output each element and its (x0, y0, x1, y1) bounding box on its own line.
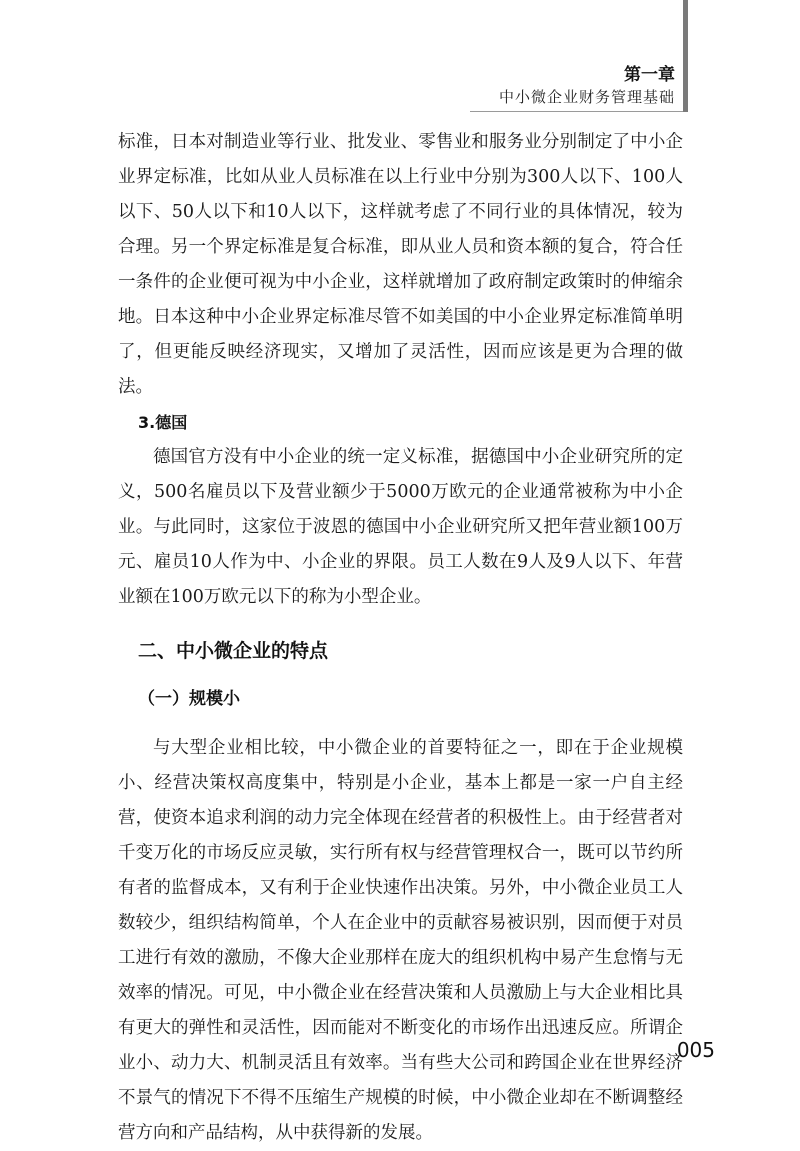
section-title: 二、中小微企业的特点 (138, 640, 329, 662)
page-number: 005 (676, 1038, 715, 1062)
subsection-germany: 3.德国 (138, 413, 188, 432)
subheading-scale: （一）规模小 (138, 689, 240, 709)
book-title: 中小微企业财务管理基础 (498, 88, 675, 106)
running-header (499, 64, 675, 108)
paragraph-scale: 与大型企业相比较，中小微企业的首要特征之一，即在于企业规模小、经营决策权高度集中，特别是小企业，基本上都是一家一户自主经营，使资本追求利润的动力完全体现在经营者的积极性上。由于经营者对千变万化的市场反应灵敏，实行所有权与经营管理权合一，既可以节约所有者的监督成本，又有利于企业快速作出决策。另外，中小微企业员工人数较少，组织结构简单，个人在企业中的贡献容易被识别，因而便于对员工进行有效的激励，不像大企业那样在庞大的组织机构中易产生怠惰与无效率的情况。可见，中小微企业在经营决策和人员激励上与大企业相比具有更大的弹性和灵活性，因而能对不断变化的市场作出迅速反应。所谓企业小、动力大、机制灵活且有效率。当有些大公司和跨国企业在世界经济不景气的情况下不得不压缩生产规模的时候，中小微企业却在不断调整经营方向和产品结构，从中获得新的发展。 (118, 738, 683, 1143)
paragraph-japan-standards: 标准，日本对制造业等行业、批发业、零售业和服务业分别制定了中小企业界定标准，比如从业人员标准在以上行业中分别为300人以下、100人以下、50人以下和10人以下，这样就考虑了不同行业的具体情况，较为合理。另一个界定标准是复合标准，即从业人员和资本额的复合，符合任一条件的企业便可视为中小企业，这样就增加了政府制定政策时的伸缩余地。日本这种中小企业界定标准尽管不如美国的中小企业界定标准简单明了，但更能反映经济现实，又增加了灵活性，因而应该是更为合理的做法。 (118, 132, 683, 397)
side-decoration-bar (683, 0, 688, 112)
header-rule (470, 111, 683, 112)
paragraph-germany: 德国官方没有中小企业的统一定义标准，据德国中小企业研究所的定义，500名雇员以下及营业额少于5000万欧元的企业通常被称为中小企业。与此同时，这家位于波恩的德国中小企业研究所又把年营业额100万元、雇员10人作为中、小企业的界限。员工人数在9人及9人以下、年营业额在100万欧元以下的称为小型企业。 (118, 447, 683, 607)
page-content (118, 125, 683, 1151)
chapter-label: 第一章 (624, 65, 675, 85)
